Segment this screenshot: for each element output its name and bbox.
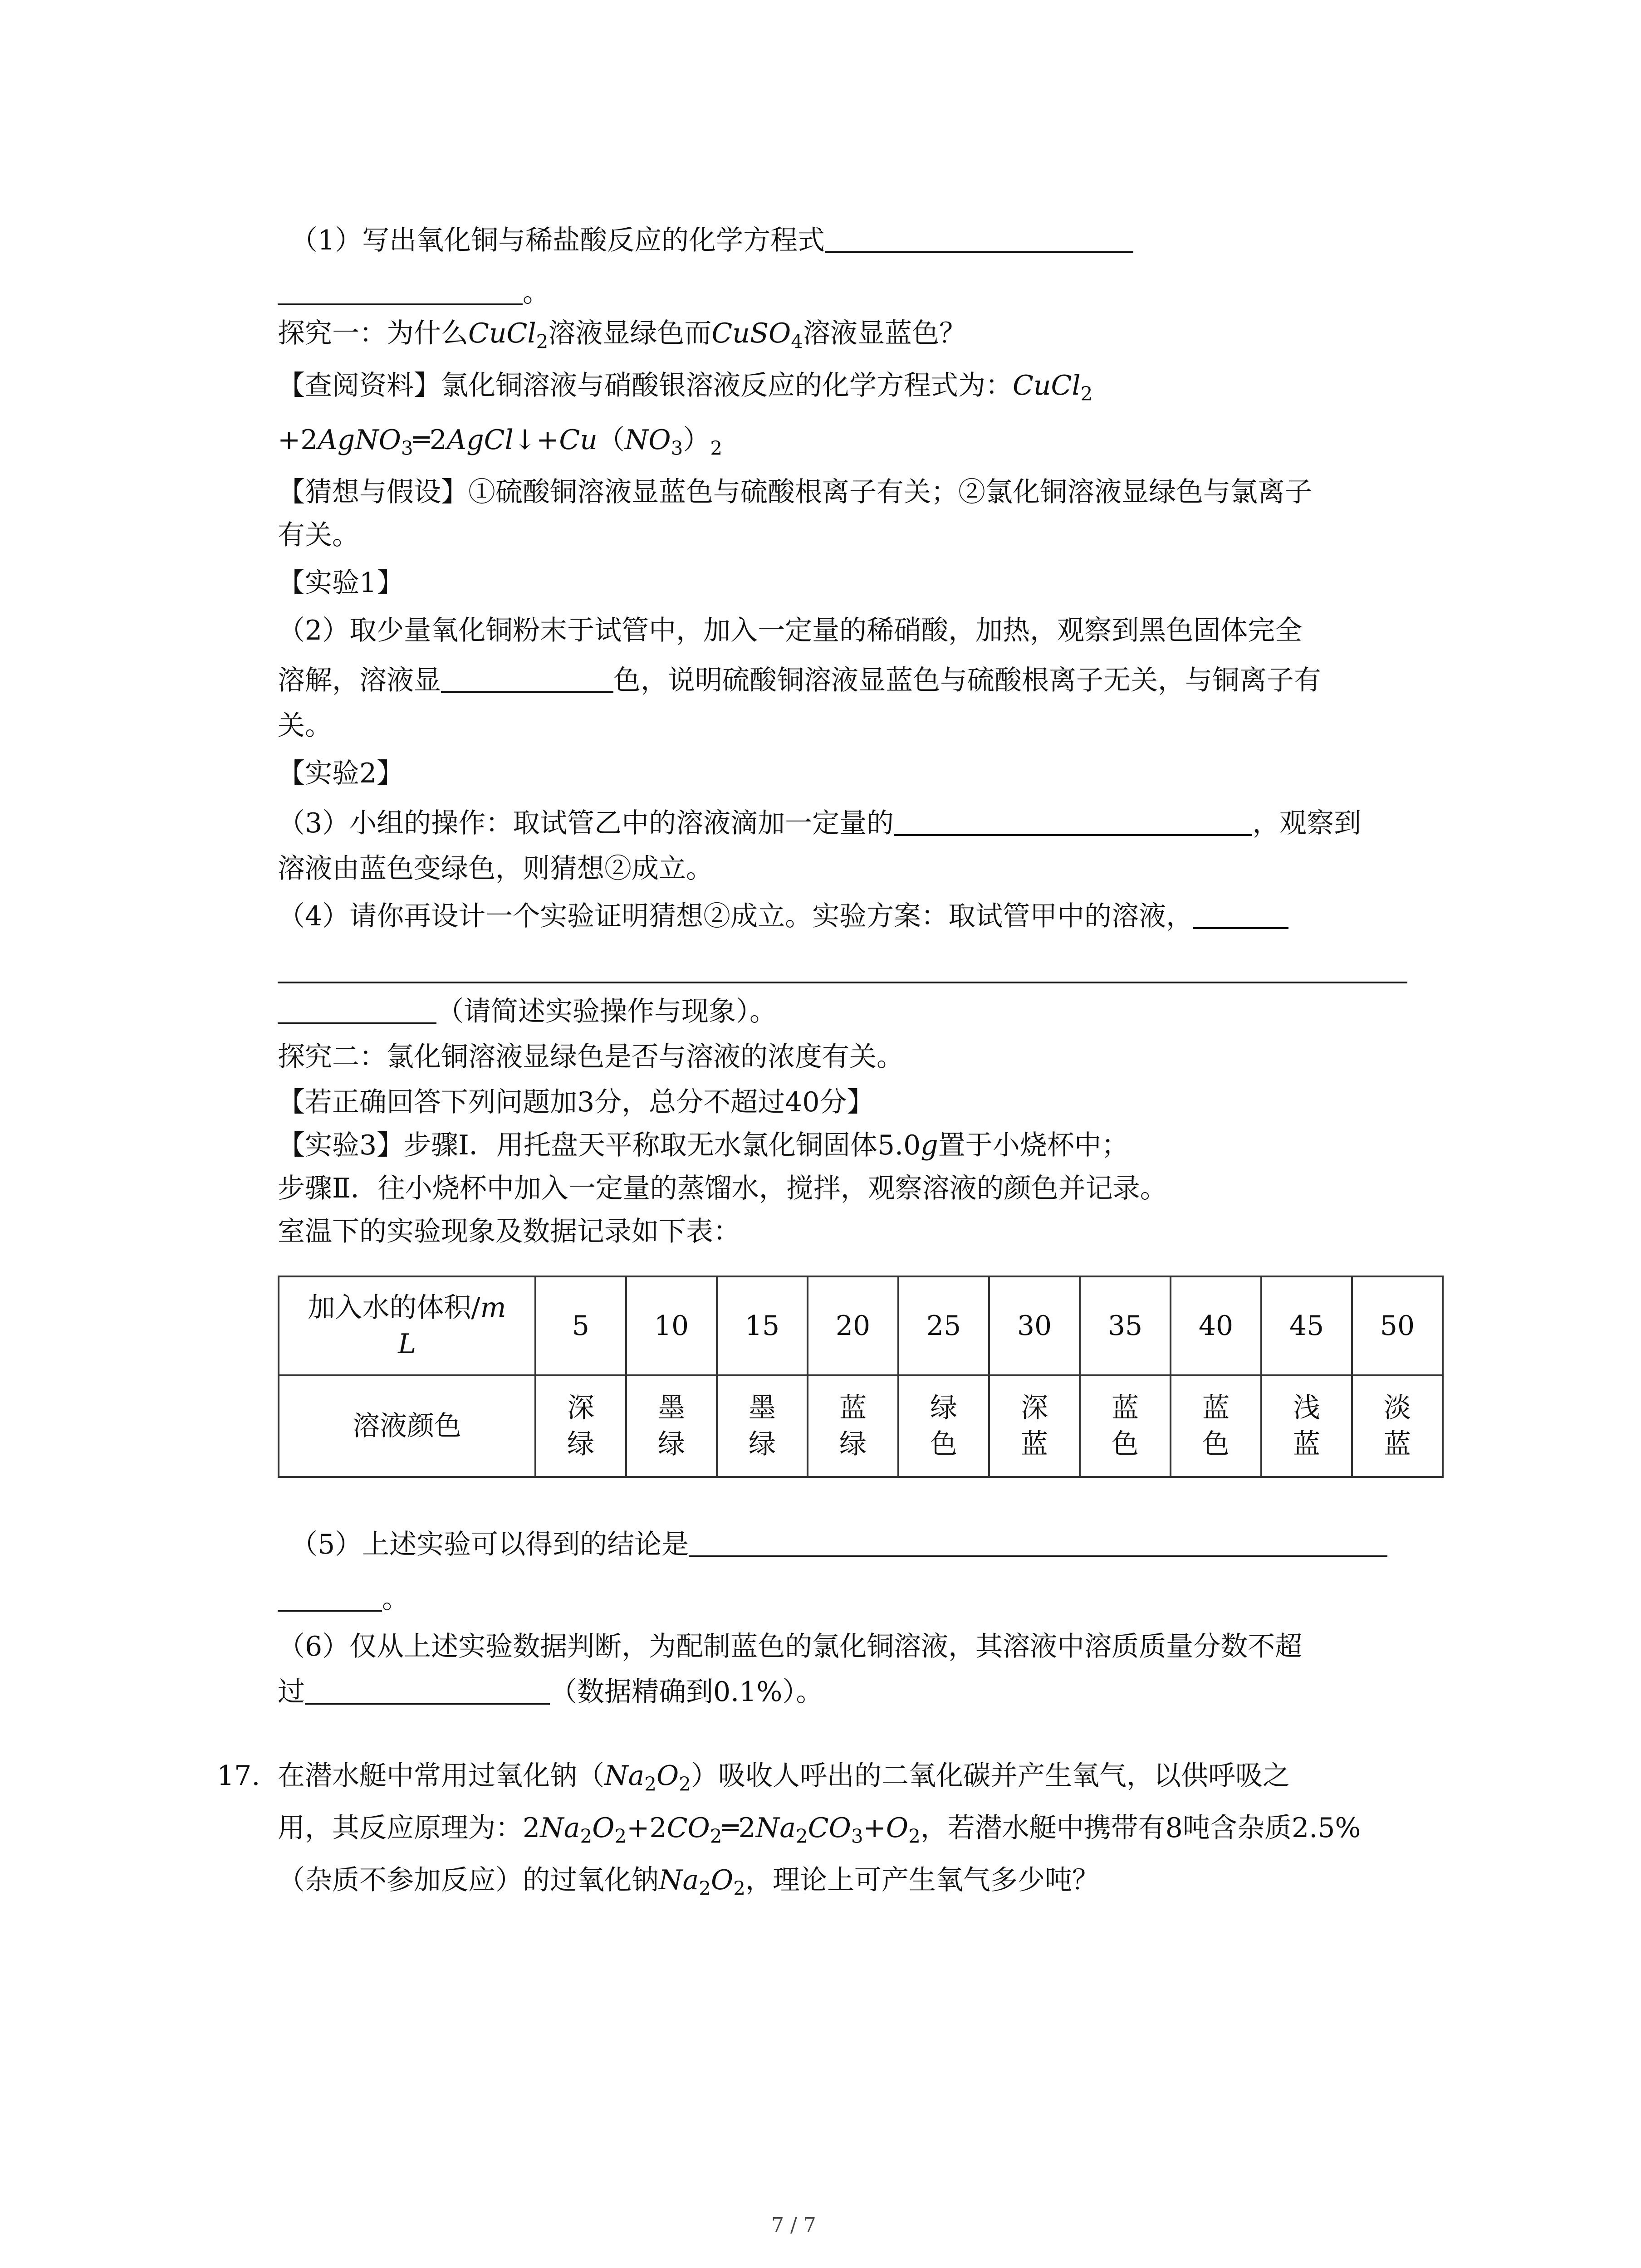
exp2-line-2: 溶液由蓝色变绿色，则猜想②成立。 <box>278 853 713 885</box>
table-cell: 30 <box>989 1276 1080 1375</box>
table-cell: 深 蓝 <box>989 1375 1080 1477</box>
q17-line-2: 用，其反应原理为：$2Na_2O_2+2CO_2═2Na_2CO_3+O_2$，若潜水艇中携带有8吨含杂质2.5% <box>278 1812 1361 1848</box>
answer-blank-5a[interactable] <box>689 1528 1387 1557</box>
table-cell: 15 <box>717 1276 808 1375</box>
hypothesis-line-2: 有关。 <box>278 519 359 551</box>
table-cell: 绿 色 <box>898 1375 989 1477</box>
answer-blank-1a[interactable] <box>825 224 1133 253</box>
bonus-note: 【若正确回答下列问题加3分，总分不超过40分】 <box>278 1086 874 1118</box>
exp1-line-3: 关。 <box>278 710 332 742</box>
table-header-color: 溶液颜色 <box>279 1375 535 1477</box>
table-cell: 10 <box>626 1276 717 1375</box>
q4-line-3: （请简述实验操作与现象）。 <box>278 991 777 1032</box>
exp3-table-intro: 室温下的实验现象及数据记录如下表： <box>278 1216 740 1247</box>
q4-line-2 <box>278 950 1407 991</box>
q4-line-1: （4）请你再设计一个实验证明猜想②成立。实验方案：取试管甲中的溶液， <box>278 896 1288 937</box>
q5-line-2: 。 <box>278 1579 409 1619</box>
table-cell: 浅 蓝 <box>1261 1375 1352 1477</box>
q1-line-2: 。 <box>278 272 550 313</box>
table-cell: 20 <box>808 1276 898 1375</box>
table-cell: 蓝 色 <box>1171 1375 1261 1477</box>
answer-blank-4a[interactable] <box>1193 900 1288 929</box>
answer-blank-5b[interactable] <box>278 1583 382 1612</box>
answer-blank-4c[interactable] <box>278 995 436 1024</box>
explore2-heading: 探究二：氯化铜溶液显绿色是否与溶液的浓度有关。 <box>278 1041 904 1073</box>
table-cell: 50 <box>1352 1276 1443 1375</box>
answer-blank-2[interactable] <box>441 664 613 693</box>
answer-blank-4b[interactable] <box>278 954 1407 983</box>
exp1-line-1: （2）取少量氧化铜粉末于试管中，加入一定量的稀硝酸，加热，观察到黑色固体完全 <box>278 615 1303 646</box>
answer-blank-3[interactable] <box>894 807 1252 836</box>
q5-line-1: （5）上述实验可以得到的结论是 <box>290 1524 1387 1565</box>
exp2-title: 【实验2】 <box>278 758 404 789</box>
answer-blank-1b[interactable] <box>278 276 523 305</box>
table-cell: 35 <box>1080 1276 1171 1375</box>
q6-line-1: （6）仅从上述实验数据判断，为配制蓝色的氯化铜溶液，其溶液中溶质质量分数不超 <box>278 1631 1303 1662</box>
table-cell: 墨 绿 <box>626 1375 717 1477</box>
exp1-title: 【实验1】 <box>278 567 404 599</box>
q17-line-3: （杂质不参加反应）的过氧化钠$Na_2O_2$，理论上可产生氧气多少吨？ <box>278 1864 1099 1900</box>
lookup-line: 【查阅资料】氯化铜溶液与硝酸银溶液反应的化学方程式为：CuCl$_2$ <box>278 370 1093 405</box>
exp3-step2: 步骤Ⅱ．往小烧杯中加入一定量的蒸馏水，搅拌，观察溶液的颜色并记录。 <box>278 1173 1167 1204</box>
equation-line: $+2AgNO_3═2AgCl↓+Cu(NO_3)_2$ <box>278 424 723 459</box>
exp2-line-1: （3）小组的操作：取试管乙中的溶液滴加一定量的 ，观察到 <box>278 807 1362 839</box>
answer-blank-6[interactable] <box>305 1676 550 1705</box>
table-cell: 5 <box>535 1276 626 1375</box>
table-cell: 蓝 绿 <box>808 1375 898 1477</box>
q17-number: 17. <box>217 1760 260 1792</box>
table-cell: 墨 绿 <box>717 1375 808 1477</box>
table-cell: 淡 蓝 <box>1352 1375 1443 1477</box>
table-row-volume <box>279 1276 1443 1375</box>
q17-line-1: 在潜水艇中常用过氧化钠$(Na_2O_2)$吸收人呼出的二氧化碳并产生氧气，以供呼吸之 <box>278 1760 1290 1795</box>
page-number: 7 / 7 <box>771 2214 816 2237</box>
table-cell: 45 <box>1261 1276 1352 1375</box>
table-cell: 40 <box>1171 1276 1261 1375</box>
table-header-volume: 加入水的体积/m L <box>279 1276 535 1375</box>
q1-line: （1）写出氧化铜与稀盐酸反应的化学方程式 <box>290 220 1133 261</box>
table-row-color <box>279 1375 1443 1477</box>
explore1-heading: 探究一：为什么CuCl$_2$溶液显绿色而CuSO$_4$溶液显蓝色？ <box>278 318 966 353</box>
data-table <box>278 1276 1444 1478</box>
table-cell: 25 <box>898 1276 989 1375</box>
hypothesis-line-1: 【猜想与假设】①硫酸铜溶液显蓝色与硫酸根离子有关；②氯化铜溶液显绿色与氯离子 <box>278 476 1312 508</box>
table-cell: 蓝 色 <box>1080 1375 1171 1477</box>
table-cell: 深 绿 <box>535 1375 626 1477</box>
q6-line-2: 过 （数据精确到0.1%）。 <box>278 1676 823 1708</box>
exp1-line-2: 溶解，溶液显 色，说明硫酸铜溶液显蓝色与硫酸根离子无关，与铜离子有 <box>278 665 1321 696</box>
exp3-step1: 【实验3】步骤Ⅰ．用托盘天平称取无水氯化铜固体5.0g置于小烧杯中； <box>278 1129 1129 1161</box>
